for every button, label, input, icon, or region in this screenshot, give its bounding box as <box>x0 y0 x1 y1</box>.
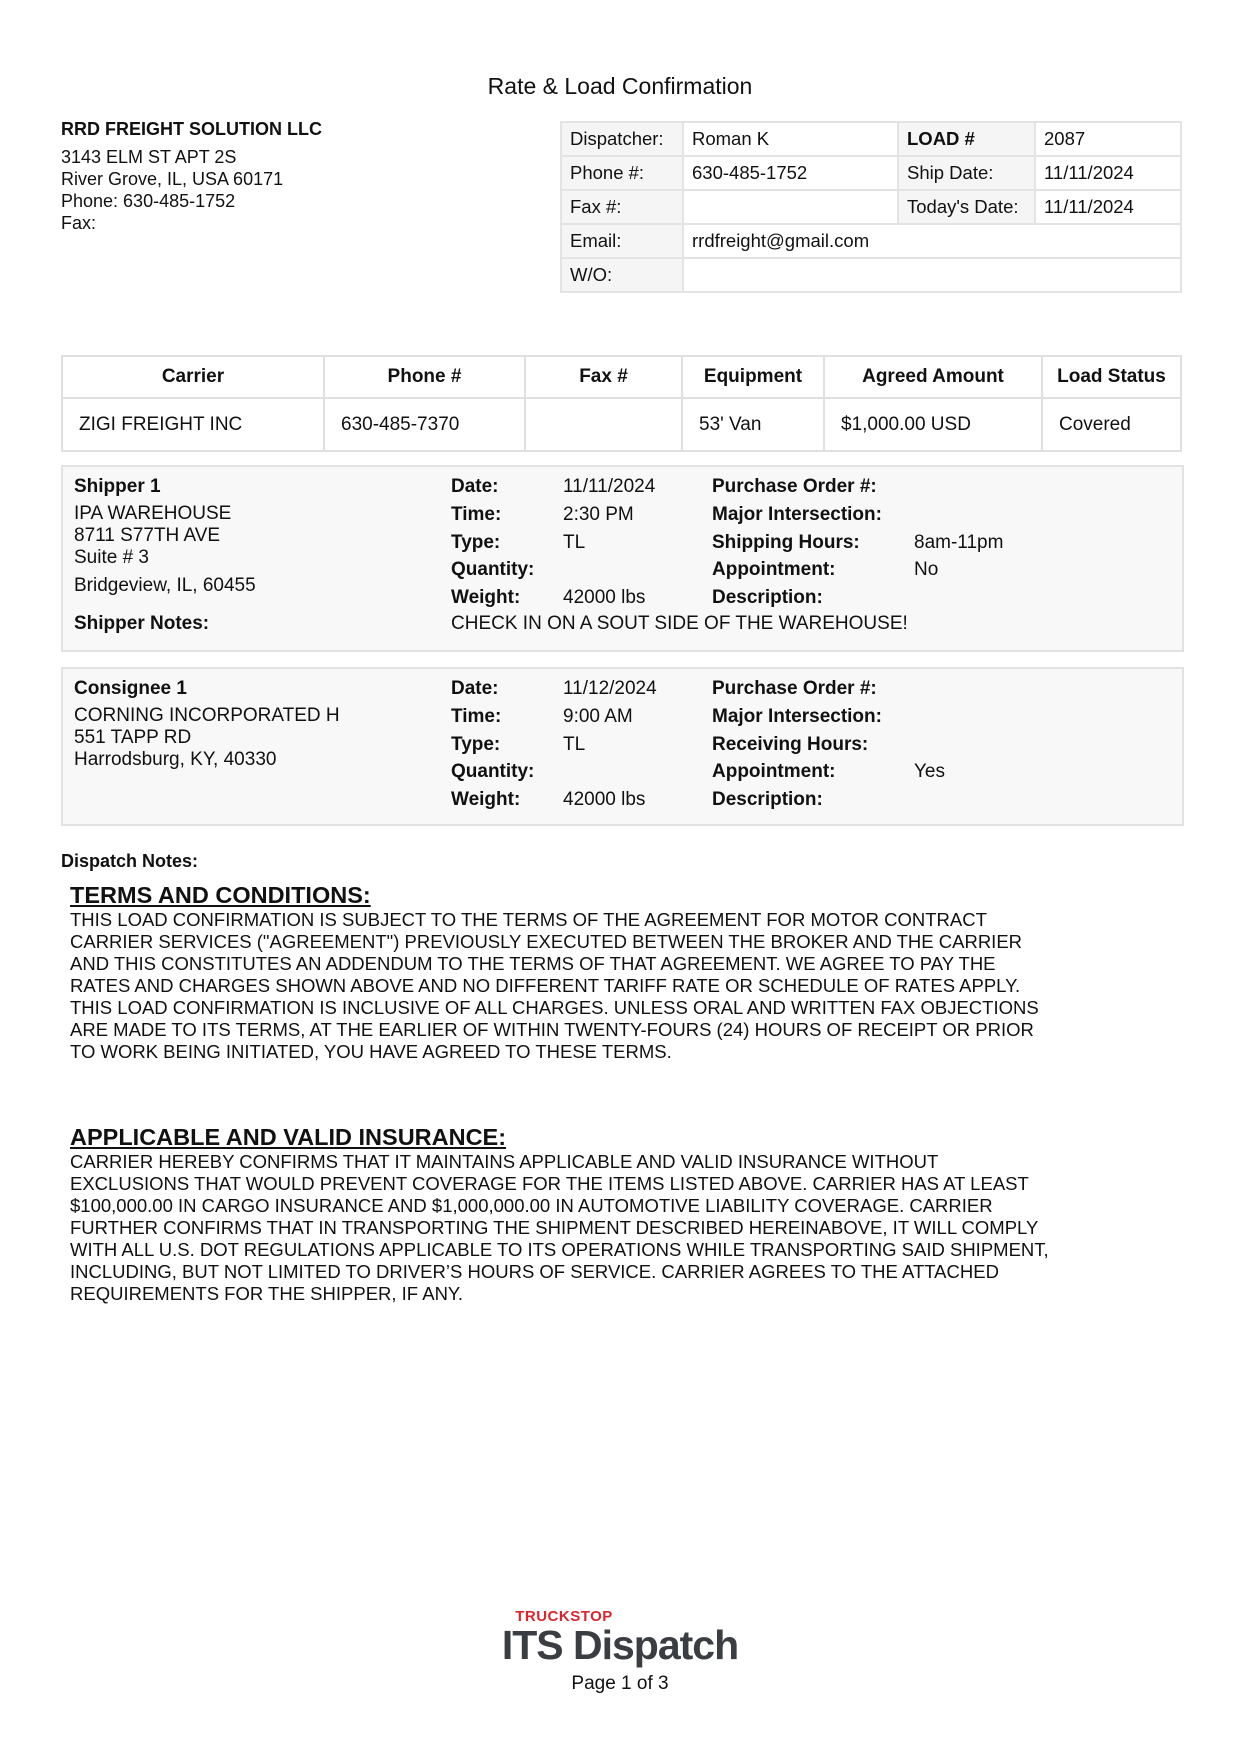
ship-date-label: Ship Date: <box>898 156 1035 190</box>
terms-line: ARE MADE TO ITS TERMS, AT THE EARLIER OF WITHIN TWENTY-FOURS (24) HOURS OF RECEIPT OR PRIOR <box>70 1019 1034 1040</box>
terms-line: THIS LOAD CONFIRMATION IS SUBJECT TO THE TERMS OF THE AGREEMENT FOR MOTOR CONTRACT <box>70 909 987 930</box>
work-order-value <box>683 258 1181 292</box>
shipper-time-label: Time: <box>451 504 502 525</box>
carrier-header: Carrier <box>62 356 324 398</box>
shipper-block <box>61 465 1184 652</box>
company-address-line-1: 3143 ELM ST APT 2S <box>61 147 237 167</box>
consignee-weight-label: Weight: <box>451 789 521 810</box>
email-value: rrdfreight@gmail.com <box>683 224 1181 258</box>
company-phone: Phone: 630-485-1752 <box>61 191 236 211</box>
dispatcher-label: Dispatcher: <box>561 122 683 156</box>
page-number: Page 1 of 3 <box>571 1673 669 1694</box>
consignee-block <box>61 667 1184 826</box>
consignee-time: 9:00 AM <box>563 706 633 727</box>
consignee-address-line-1: 551 TAPP RD <box>74 727 192 748</box>
insurance-line: EXCLUSIONS THAT WOULD PREVENT COVERAGE FOR THE ITEMS LISTED ABOVE. CARRIER HAS AT LEAST <box>70 1173 1029 1194</box>
ship-date-value: 11/11/2024 <box>1035 156 1181 190</box>
shipper-name: IPA WAREHOUSE <box>74 503 232 524</box>
carrier-name: ZIGI FREIGHT INC <box>62 398 324 451</box>
logo-product-text: ITS Dispatch <box>501 1622 739 1668</box>
dispatch-info-table <box>560 121 1182 293</box>
shipper-appointment: No <box>914 559 939 580</box>
consignee-heading: Consignee 1 <box>74 678 187 699</box>
phone-header: Phone # <box>324 356 525 398</box>
terms-line: THIS LOAD CONFIRMATION IS INCLUSIVE OF ALL CHARGES. UNLESS ORAL AND WRITTEN FAX OBJECTIONS <box>70 997 1039 1018</box>
consignee-name: CORNING INCORPORATED H <box>74 705 340 726</box>
shipper-date: 11/11/2024 <box>563 476 656 497</box>
carrier-row <box>62 398 1181 451</box>
consignee-weight: 42000 lbs <box>563 789 646 810</box>
consignee-address-line-2: Harrodsburg, KY, 40330 <box>74 749 277 770</box>
shipper-notes: CHECK IN ON A SOUT SIDE OF THE WAREHOUSE! <box>451 613 908 634</box>
terms-line: AND THIS CONSTITUTES AN ADDENDUM TO THE TERMS OF THAT AGREEMENT. WE AGREE TO PAY THE <box>70 953 996 974</box>
company-fax: Fax: <box>61 213 97 233</box>
carrier-equipment: 53' Van <box>682 398 824 451</box>
consignee-date: 11/12/2024 <box>563 678 657 699</box>
consignee-time-label: Time: <box>451 706 502 727</box>
shipper-date-label: Date: <box>451 476 499 497</box>
receiving-hours-label: Receiving Hours: <box>712 734 869 755</box>
shipper-description-label: Description: <box>712 587 823 608</box>
shipper-type: TL <box>563 532 586 553</box>
consignee-type: TL <box>563 734 586 755</box>
insurance-line: $100,000.00 IN CARGO INSURANCE AND $1,000,000.00 IN AUTOMOTIVE LIABILITY COVERAGE. CARRIER <box>70 1195 993 1216</box>
email-label: Email: <box>561 224 683 258</box>
company-address-line-2: River Grove, IL, USA 60171 <box>61 169 284 189</box>
dispatch-fax-value <box>683 190 898 224</box>
insurance-section <box>70 1124 1180 1305</box>
work-order-label: W/O: <box>561 258 683 292</box>
fax-header: Fax # <box>525 356 682 398</box>
shipper-address-line-1: 8711 S77TH AVE <box>74 525 221 546</box>
shipper-appointment-label: Appointment: <box>712 559 836 580</box>
consignee-po-label: Purchase Order #: <box>712 678 877 699</box>
carrier-header-row <box>62 356 1181 398</box>
company-block <box>61 118 322 234</box>
dispatch-phone-label: Phone #: <box>561 156 683 190</box>
shipper-time: 2:30 PM <box>563 504 634 525</box>
terms-line: TO WORK BEING INITIATED, YOU HAVE AGREED TO THESE TERMS. <box>70 1041 672 1062</box>
shipper-weight: 42000 lbs <box>563 587 646 608</box>
todays-date-label: Today's Date: <box>898 190 1035 224</box>
insurance-heading: APPLICABLE AND VALID INSURANCE: <box>70 1124 507 1150</box>
carrier-fax <box>525 398 682 451</box>
shipping-hours-label: Shipping Hours: <box>712 532 860 553</box>
carrier-table <box>61 355 1182 452</box>
terms-line: RATES AND CHARGES SHOWN ABOVE AND NO DIFFERENT TARIFF RATE OR SCHEDULE OF RATES APPLY. <box>70 975 1021 996</box>
consignee-intersection-label: Major Intersection: <box>712 706 882 727</box>
load-number-value: 2087 <box>1035 122 1181 156</box>
carrier-agreed-amount: $1,000.00 USD <box>824 398 1042 451</box>
equipment-header: Equipment <box>682 356 824 398</box>
carrier-phone: 630-485-7370 <box>324 398 525 451</box>
consignee-appointment-label: Appointment: <box>712 761 836 782</box>
consignee-quantity-label: Quantity: <box>451 761 535 782</box>
consignee-appointment: Yes <box>914 761 945 782</box>
shipper-notes-label: Shipper Notes: <box>74 613 210 634</box>
insurance-line: INCLUDING, BUT NOT LIMITED TO DRIVER’S HOURS OF SERVICE. CARRIER AGREES TO THE ATTACHED <box>70 1261 999 1282</box>
todays-date-value: 11/11/2024 <box>1035 190 1181 224</box>
load-number-label: LOAD # <box>898 122 1035 156</box>
dispatcher-value: Roman K <box>683 122 898 156</box>
company-name: RRD FREIGHT SOLUTION LLC <box>61 119 322 139</box>
shipper-intersection-label: Major Intersection: <box>712 504 882 525</box>
terms-section <box>70 882 1180 1063</box>
insurance-line: REQUIREMENTS FOR THE SHIPPER, IF ANY. <box>70 1283 464 1304</box>
shipper-address-line-3: Bridgeview, IL, 60455 <box>74 575 256 596</box>
shipper-type-label: Type: <box>451 532 501 553</box>
insurance-body <box>70 1151 1180 1305</box>
shipper-quantity-label: Quantity: <box>451 559 535 580</box>
load-status-header: Load Status <box>1042 356 1181 398</box>
consignee-type-label: Type: <box>451 734 501 755</box>
carrier-load-status: Covered <box>1042 398 1181 451</box>
dispatch-phone-value: 630-485-1752 <box>683 156 898 190</box>
consignee-date-label: Date: <box>451 678 499 699</box>
shipper-address <box>74 503 256 597</box>
insurance-line: WITH ALL U.S. DOT REGULATIONS APPLICABLE TO ITS OPERATIONS WHILE TRANSPORTING SAID SHIPMENT, <box>70 1239 1049 1260</box>
insurance-line: CARRIER HEREBY CONFIRMS THAT IT MAINTAINS APPLICABLE AND VALID INSURANCE WITHOUT <box>70 1151 939 1172</box>
terms-line: CARRIER SERVICES ("AGREEMENT") PREVIOUSLY EXECUTED BETWEEN THE BROKER AND THE CARRIER <box>70 931 1023 952</box>
consignee-description-label: Description: <box>712 789 823 810</box>
shipper-heading: Shipper 1 <box>74 476 161 497</box>
shipper-po-label: Purchase Order #: <box>712 476 877 497</box>
consignee-address <box>74 705 340 771</box>
its-dispatch-logo <box>0 1608 1240 1668</box>
terms-heading: TERMS AND CONDITIONS: <box>70 882 371 908</box>
agreed-amount-header: Agreed Amount <box>824 356 1042 398</box>
shipper-weight-label: Weight: <box>451 587 521 608</box>
shipper-address-line-2: Suite # 3 <box>74 547 149 568</box>
logo-brand-text: TRUCKSTOP <box>515 1608 613 1625</box>
shipping-hours: 8am-11pm <box>914 532 1004 553</box>
dispatch-fax-label: Fax #: <box>561 190 683 224</box>
terms-body <box>70 909 1180 1063</box>
document-title: Rate & Load Confirmation <box>487 73 753 99</box>
dispatch-notes-label: Dispatch Notes: <box>61 851 199 871</box>
insurance-line: FURTHER CONFIRMS THAT IN TRANSPORTING THE SHIPMENT DESCRIBED HEREINABOVE, IT WILL COMPLY <box>70 1217 1039 1238</box>
